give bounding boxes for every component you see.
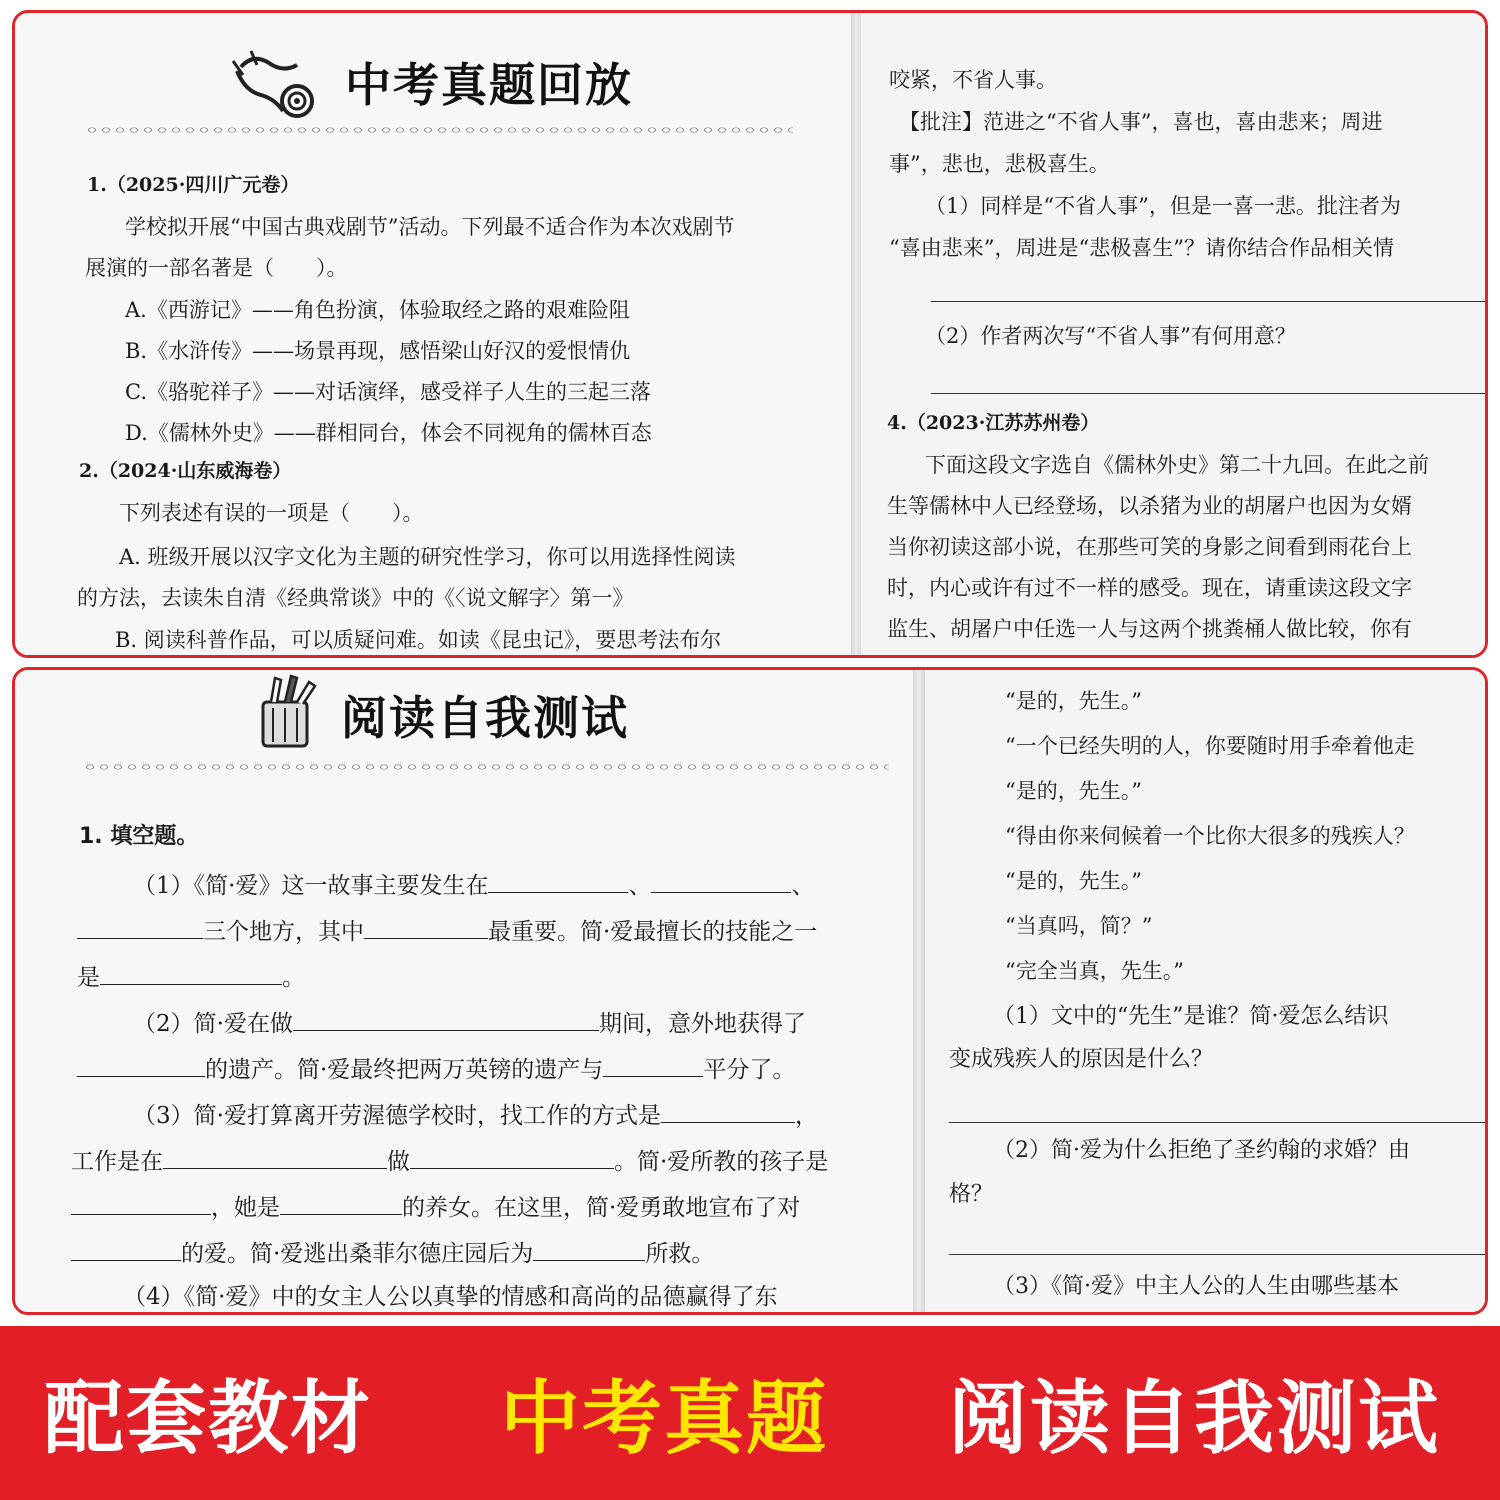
dialogue-line: “完全当真，先生。”	[1005, 959, 1184, 983]
question-text: 三个地方，其中	[203, 919, 364, 945]
text-line: 时，内心或许有过不一样的感受。现在，请重读这段文字	[887, 576, 1412, 600]
answer-blank[interactable]	[533, 1238, 645, 1261]
answer-blank[interactable]	[293, 1008, 599, 1031]
fill-in-q2-line2	[77, 1054, 795, 1085]
text-line: 展演的一部名著是（ ）。	[85, 256, 348, 280]
question-text: （3）简·爱打算离开劳渥德学校时，找工作的方式是	[133, 1103, 661, 1129]
left-page	[15, 670, 915, 1312]
dialogue-line: “是的，先生。”	[1005, 779, 1142, 803]
dialogue-line: “是的，先生。”	[1005, 869, 1142, 893]
option-b: B.《水浒传》——场景再现，感悟梁山好汉的爱恨情仇	[125, 339, 631, 363]
dialogue-line: “得由你来伺候着一个比你大很多的残疾人？	[1005, 824, 1415, 848]
text-line: 监生、胡屠户中任选一人与这两个挑粪桶人做比较，你有	[887, 617, 1412, 641]
text-line: 格？	[949, 1182, 994, 1207]
pencil-cup-icon	[253, 672, 325, 750]
subquestion-1: （1）同样是“不省人事”，但是一喜一悲。批注者为	[925, 194, 1401, 218]
decorative-rule	[85, 125, 793, 135]
dialogue-line: “是的，先生。”	[1005, 689, 1142, 713]
banner-text-selftest: 阅读自我测试	[948, 1372, 1440, 1465]
subquestion-2: （2）作者两次写“不省人事”有何用意？	[925, 324, 1296, 348]
answer-blank[interactable]	[77, 1054, 205, 1077]
answer-blank[interactable]	[651, 870, 791, 893]
fill-in-q1-line1	[133, 870, 814, 901]
question-text: 所救。	[645, 1241, 715, 1267]
text-line: 生等儒林中人已经登场，以杀猪为业的胡屠户也因为女婿	[887, 494, 1412, 518]
scroll-icon	[223, 47, 319, 123]
page-title: 阅读自我测试	[341, 691, 629, 745]
text-line: 下列表述有误的一项是（ ）。	[119, 501, 424, 525]
text-line: 学校拟开展“中国古典戏剧节”活动。下列最不适合作为本次戏剧节	[125, 215, 735, 239]
question-text: 、	[628, 873, 652, 899]
dialogue-line: “当真吗，简？”	[1005, 914, 1153, 938]
question-text: 平分了。	[703, 1057, 796, 1083]
subquestion-2: （2）简·爱为什么拒绝了圣约翰的求婚？由	[993, 1138, 1410, 1163]
answer-blank[interactable]	[163, 1146, 387, 1169]
question-text: （2）简·爱在做	[133, 1011, 293, 1037]
question-text: 的爱。简·爱逃出桑菲尔德庄园后为	[181, 1241, 534, 1267]
question-text: 。	[282, 965, 305, 991]
option-b: B. 阅读科普作品，可以质疑问难。如读《昆虫记》，要思考法布尔	[115, 628, 722, 652]
answer-blank[interactable]	[100, 962, 282, 985]
question-text: 、	[791, 873, 815, 899]
question-header: 4.（2023·江苏苏州卷）	[887, 412, 1100, 434]
fill-in-q3-line1	[133, 1100, 818, 1131]
option-a: A.《西游记》——角色扮演，体验取经之路的艰难险阻	[125, 298, 630, 322]
decorative-rule	[83, 762, 889, 772]
fill-in-q1-line3	[77, 962, 305, 993]
question-text: ，她是	[211, 1195, 280, 1221]
fill-in-q4-line1: （4）《简·爱》中的女主人公以真挚的情感和高尚的品德赢得了东	[123, 1284, 778, 1310]
text-line: 当你初读这部小说，在那些可笑的身影之间看到雨花台上	[887, 535, 1412, 559]
answer-line	[931, 301, 1485, 302]
option-c: C.《骆驼祥子》——对话演绎，感受祥子人生的三起三落	[125, 380, 651, 404]
option-a: A. 班级开展以汉字文化为主题的研究性学习，你可以用选择性阅读	[119, 545, 736, 569]
fill-in-q1-line2	[77, 916, 817, 947]
page-title: 中考真题回放	[345, 58, 633, 112]
question-text: 的养女。在这里，简·爱勇敢地宣布了对	[402, 1195, 801, 1221]
answer-line	[931, 393, 1485, 394]
exam-review-panel	[12, 10, 1488, 658]
section-heading: 1. 填空题。	[79, 824, 199, 849]
question-text: 是	[77, 965, 100, 991]
question-text: 期间，意外地获得了	[598, 1011, 806, 1037]
answer-blank[interactable]	[488, 870, 628, 893]
right-page	[861, 13, 1485, 655]
answer-blank[interactable]	[410, 1146, 614, 1169]
question-text: 最重要。简·爱最擅长的技能之一	[488, 919, 818, 945]
answer-line	[949, 1254, 1485, 1255]
text-line: 事”，悲也，悲极喜生。	[889, 152, 1110, 176]
dialogue-line: “一个已经失明的人，你要随时用手牵着他走	[1005, 734, 1415, 758]
text-line: 咬紧，不省人事。	[889, 68, 1057, 92]
text-line: 变成残疾人的原因是什么？	[949, 1047, 1214, 1072]
question-text: 的遗产。简·爱最终把两万英镑的遗产与	[205, 1057, 604, 1083]
self-test-panel	[12, 667, 1488, 1315]
question-text: 工作是在	[71, 1149, 163, 1175]
text-line: “喜由悲来”，周进是“悲极喜生”？请你结合作品相关情	[889, 236, 1394, 260]
question-text: 。简·爱所教的孩子是	[614, 1149, 829, 1175]
question-header: 1.（2025·四川广元卷）	[87, 174, 300, 196]
answer-blank[interactable]	[71, 1238, 181, 1261]
fill-in-q3-line4	[71, 1238, 714, 1269]
fill-in-q3-line2	[71, 1146, 828, 1177]
question-text: ，	[794, 1103, 818, 1129]
answer-blank[interactable]	[661, 1100, 795, 1123]
left-page	[15, 13, 853, 655]
answer-blank[interactable]	[77, 916, 203, 939]
promo-banner	[0, 1326, 1500, 1500]
subquestion-1: （1）文中的“先生”是谁？简·爱怎么结识	[993, 1004, 1389, 1029]
fill-in-q3-line3	[71, 1192, 800, 1223]
question-text: （1）《简·爱》这一故事主要发生在	[133, 873, 489, 899]
right-page	[925, 670, 1485, 1312]
fill-in-q2-line1	[133, 1008, 806, 1039]
annotation-line: 【批注】范进之“不省人事”，喜也，喜由悲来；周进	[899, 110, 1383, 134]
option-d: D.《儒林外史》——群相同台，体会不同视角的儒林百态	[125, 421, 652, 445]
answer-line	[949, 1122, 1485, 1123]
banner-text-textbook: 配套教材	[44, 1372, 372, 1465]
banner-text-exam: 中考真题	[500, 1372, 828, 1465]
question-header: 2.（2024·山东威海卷）	[79, 460, 292, 482]
text-line: 的方法，去读朱自清《经典常谈》中的《〈说文解字〉第一》	[77, 586, 634, 610]
answer-blank[interactable]	[364, 916, 488, 939]
answer-blank[interactable]	[71, 1192, 211, 1215]
answer-blank[interactable]	[280, 1192, 402, 1215]
text-line: 下面这段文字选自《儒林外史》第二十九回。在此之前	[925, 453, 1429, 477]
question-text: 做	[387, 1149, 410, 1175]
answer-blank[interactable]	[603, 1054, 703, 1077]
subquestion-3: （3）《简·爱》中主人公的人生由哪些基本	[993, 1274, 1399, 1299]
